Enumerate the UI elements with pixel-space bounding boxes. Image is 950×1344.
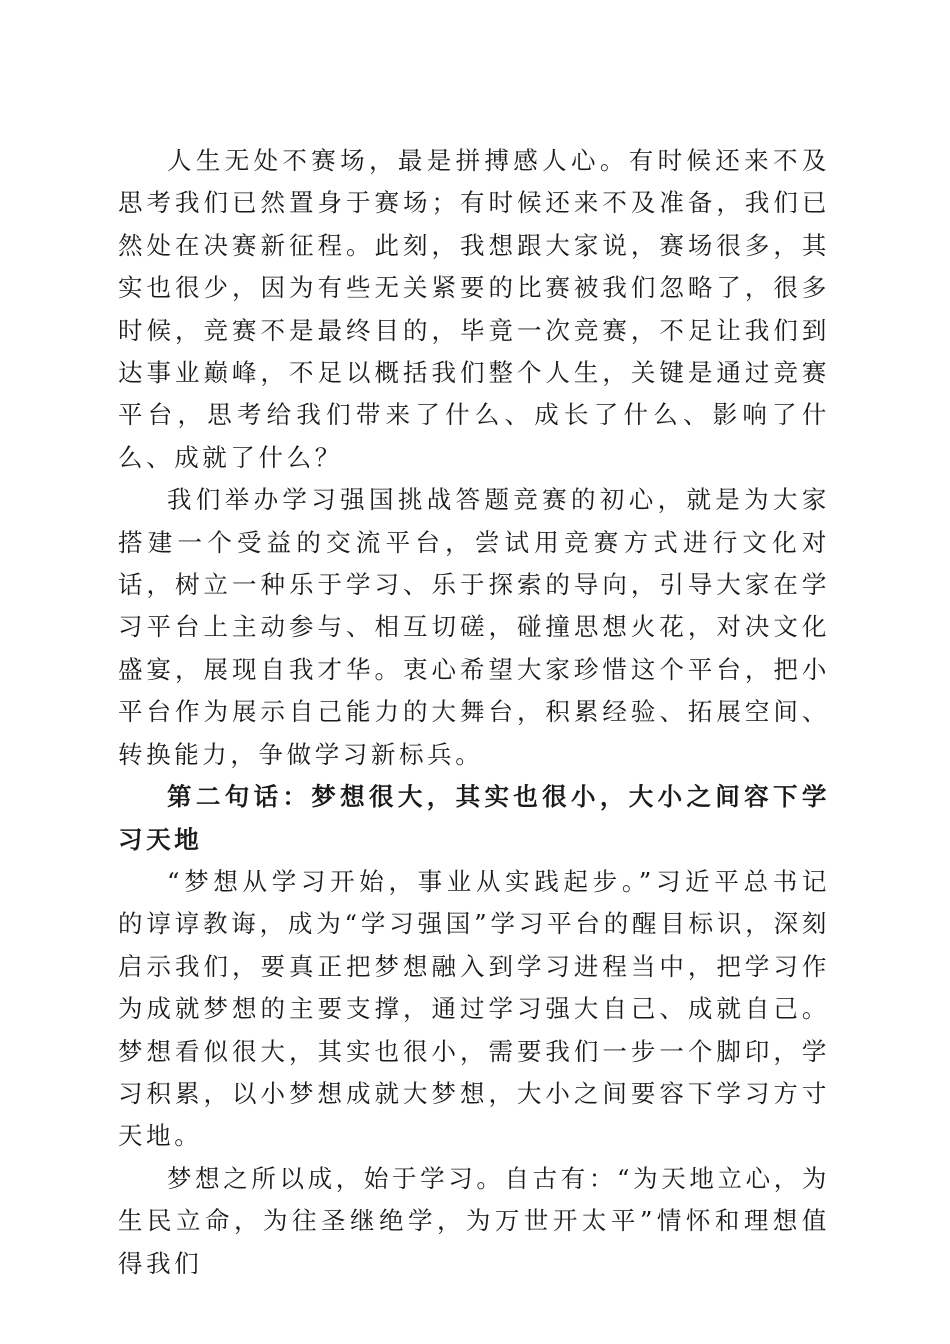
paragraph-arena: 人生无处不赛场，最是拼搏感人心。有时候还来不及思考我们已然置身于赛场；有时候还来不及准备，我们已然处在决赛新征程。此刻，我想跟大家说，赛场很多，其实也很少，因为有些无关紧要的比赛被我们忽略了，很多时候，竞赛不是最终目的，毕竟一次竞赛，不足让我们到达事业巅峰，不足以概括我们整个人生，关键是通过竞赛平台，思考给我们带来了什么、成长了什么、影响了什么、成就了什么？ bbox=[118, 146, 830, 472]
paragraph-dream-origin: 梦想之所以成，始于学习。自古有：“为天地立心，为生民立命，为往圣继绝学，为万世开太平”情怀和理想值得我们 bbox=[118, 1163, 830, 1278]
section-heading-second-remark: 第二句话：梦想很大，其实也很小，大小之间容下学习天地 bbox=[118, 782, 830, 854]
document-body bbox=[118, 140, 830, 1285]
paragraph-competition-purpose: 我们举办学习强国挑战答题竞赛的初心，就是为大家搭建一个受益的交流平台，尝试用竞赛方式进行文化对话，树立一种乐于学习、乐于探索的导向，引导大家在学习平台上主动参与、相互切磋，碰撞思想火花，对决文化盛宴，展现自我才华。衷心希望大家珍惜这个平台，把小平台作为展示自己能力的大舞台，积累经验、拓展空间、转换能力，争做学习新标兵。 bbox=[118, 485, 830, 769]
paragraph-dream-learning: “梦想从学习开始，事业从实践起步。”习近平总书记的谆谆教诲，成为“学习强国”学习平台的醒目标识，深刻启示我们，要真正把梦想融入到学习进程当中，把学习作为成就梦想的主要支撑，通过学习强大自己、成就自己。梦想看似很大，其实也很小，需要我们一步一个脚印，学习积累，以小梦想成就大梦想，大小之间要容下学习方寸天地。 bbox=[118, 866, 830, 1151]
